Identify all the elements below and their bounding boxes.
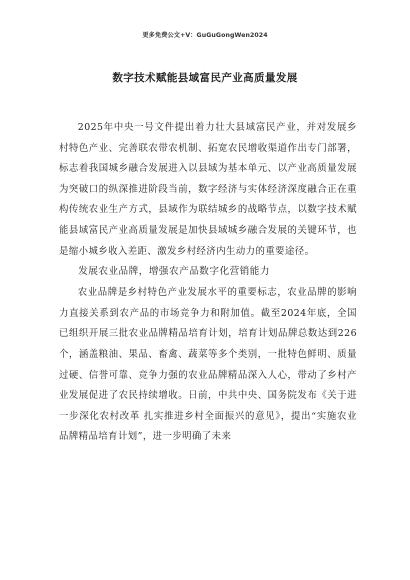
document-title: 数字技术赋能县域富民产业高质量发展 xyxy=(112,72,298,84)
body-paragraph: 农业品牌是乡村特色产业发展水平的重要标志，农业品牌的影响力直接关系到农产品的市场竞争力和附加值。截至2024年底，全国已组织开展三批农业品牌精品培育计划，培育计划品牌总数达到226个，涵盖粮油、果品、畜禽、蔬菜等多个类别，一批特色鲜明、质量过硬、信誉可靠、竞争力强的农业品牌精品深入人心，带动了乡村产业发展促进了农民持续增收。日前，中共中央、国务院发布《关于进一步深化农村改革 扎实推进乡村全面振兴的意见》，提出“实施农业品牌精品培育计划”，进一步明确了未来 xyxy=(59,287,357,443)
body-paragraph: 2025年中央一号文件提出着力壮大县域富民产业，并对发展乡村特色产业、完善联农带农机制、拓宽农民增收渠道作出专门部署，标志着我国城乡融合发展进入以县域为基本单元、以产业高质量发展为突破口的纵深推进阶段当前，数字经济与实体经济深度融合正在重构传统农业生产方式，县域作为联结城乡的战略节点，以数字技术赋能县域富民产业高质量发展是加快县域城乡融合发展的关键环节，也是缩小城乡收入差距、激发乡村经济内生动力的重要途径。 xyxy=(59,122,357,257)
page-header-text: 更多免费公文+V：GuGuGongWen2024 xyxy=(142,32,268,39)
document-body xyxy=(59,118,357,448)
section-subheading: 发展农业品牌，增强农产品数字化营销能力 xyxy=(78,266,270,278)
